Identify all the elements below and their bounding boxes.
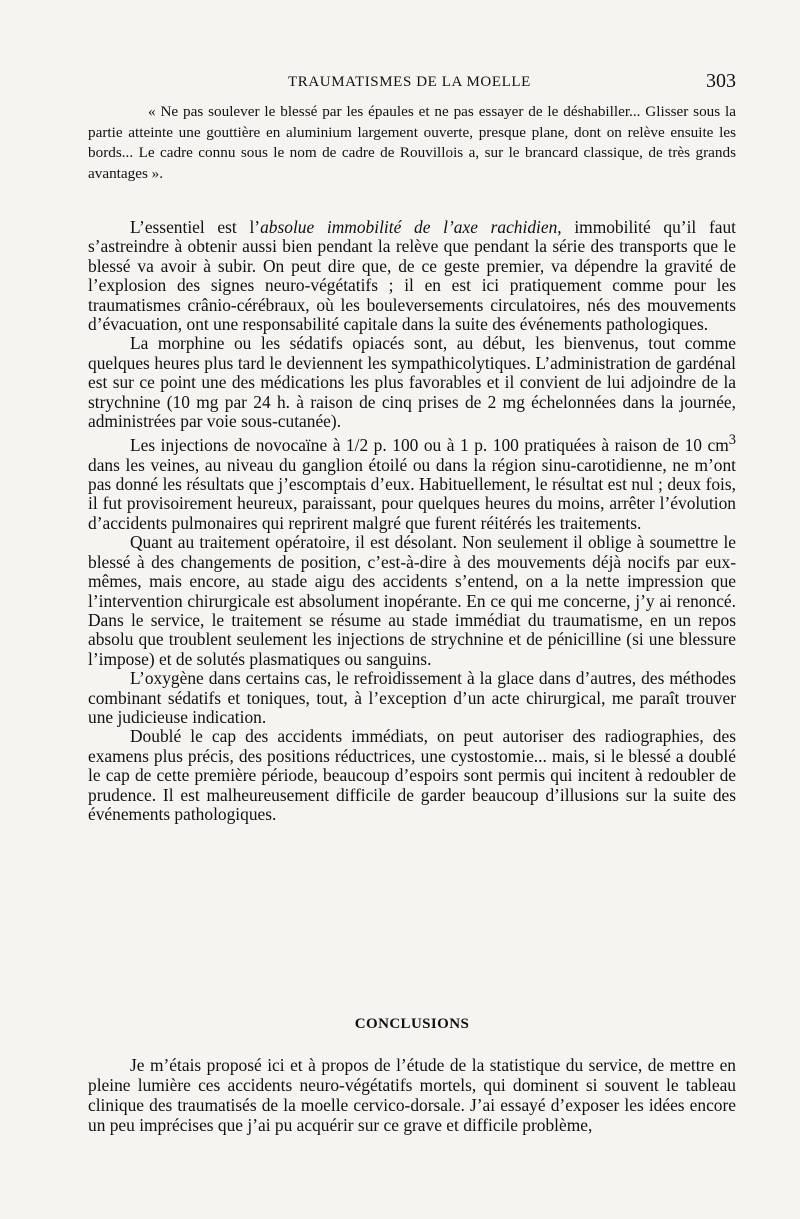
page-number: 303 bbox=[706, 70, 736, 92]
paragraph-4: Quant au traitement opératoire, il est désolant. Non seulement il oblige à soumettre le blessé à des changements de position, c’est-à-dire à des mouvements déjà nocifs par eux-mêmes, mais encore, au stade aigu des accidents s’entend, on a la nette impression que l’intervention chirurgicale est absolument inopérante. En ce qui me concerne, j’y ai renoncé. Dans le service, le traitement se résume au stade immédiat du traumatisme, en un repos absolu que troublent seulement les injections de strychnine et de pénicilline (si une blessure l’impose) et de solutés plasmatiques ou sanguins. bbox=[88, 532, 736, 669]
paragraph-3-end: dans les veines, au niveau du ganglion étoilé ou dans la région sinu-carotidienne, ne m’ont pas donné les résultats que j’escomptais d’eux. Habituellement, le résultat est nul ; deux fois, il fut provisoirement heureux, paraissant, pour quelques heures du moins, arrêter l’évolution d’accidents pulmonaires qui reprirent malgré que furent réitérés les traitements. bbox=[88, 454, 736, 533]
running-title: TRAUMATISMES DE LA MOELLE bbox=[288, 74, 531, 90]
section-heading: CONCLUSIONS bbox=[354, 1016, 470, 1032]
paragraph-1 bbox=[88, 218, 736, 334]
paragraph-1-emphasis: absolue immobilité de l’axe rachidien bbox=[260, 217, 558, 237]
paragraph-3 bbox=[88, 431, 736, 533]
paragraph-1-end: , immobilité qu’il faut s’astreindre à obtenir aussi bien pendant la relève que pendant la série des transports que le blessé va avoir à subir. On peut dire que, de ce geste premier, va dépendre la gravité de l’explosion des signes neuro-végétatifs ; il en est ici pratiquement comme pour les traumatismes crânio-cérébraux, où les bouleversements circulatoires, nés des mouvements d’évacuation, ont une responsabilité capitale dans la suite des événements pathologiques. bbox=[88, 217, 736, 335]
paragraph-6: Doublé le cap des accidents immédiats, on peut autoriser des radiographies, des examens plus précis, des positions réductrices, une cystostomie... mais, si le blessé a doublé le cap de cette première période, beaucoup d’espoirs sont permis qui incitent à redoubler de prudence. Il est malheureusement difficile de garder beaucoup d’illusions sur la suite des événements pathologiques. bbox=[88, 726, 736, 824]
paragraph-1-start: L’essentiel est l’ bbox=[130, 217, 261, 237]
superscript: 3 bbox=[728, 432, 736, 449]
paragraph-2: La morphine ou les sédatifs opiacés sont, au début, les bienvenus, tout comme quelques heures plus tard le deviennent les sympathicolytiques. L’administration de gardénal est sur ce point une des médications les plus favorables et il convient de lui adjoindre de la strychnine (10 mg par 24 h. à raison de cinq prises de 2 mg échelonnées dans la journée, administrées par voie sous-cutanée). bbox=[88, 333, 736, 432]
body-text bbox=[88, 218, 736, 824]
paragraph-3-start: Les injections de novocaïne à 1/2 p. 100 ou à 1 p. 100 pratiquées à raison de 10 cm bbox=[130, 435, 729, 456]
page-header bbox=[88, 70, 736, 94]
conclusion-paragraph: Je m’étais proposé ici et à propos de l’étude de la statistique du service, de mettre en pleine lumière ces accidents neuro-végétatifs mortels, qui dominent si souvent le tableau clinique des traumatisés de la moelle cervico-dorsale. J’ai essayé d’exposer les idées encore un peu imprécises que j’ai pu acquérir sur ce grave et difficile problème, bbox=[88, 1055, 736, 1135]
block-quote: « Ne pas soulever le blessé par les épaules et ne pas essayer de le déshabiller... Glisser sous la partie atteinte une gouttière en aluminium largement ouverte, presque plane, dont on relève ensuite les bords... Le cadre connu sous le nom de cadre de Rouvillois a, sur le brancard classique, de très grands avantages ». bbox=[88, 103, 736, 182]
paragraph-5: L’oxygène dans certains cas, le refroidissement à la glace dans d’autres, des méthodes combinant sédatifs et toniques, tout, à l’exception d’un acte chirurgical, me paraît trouver une judicieuse indication. bbox=[88, 668, 736, 727]
